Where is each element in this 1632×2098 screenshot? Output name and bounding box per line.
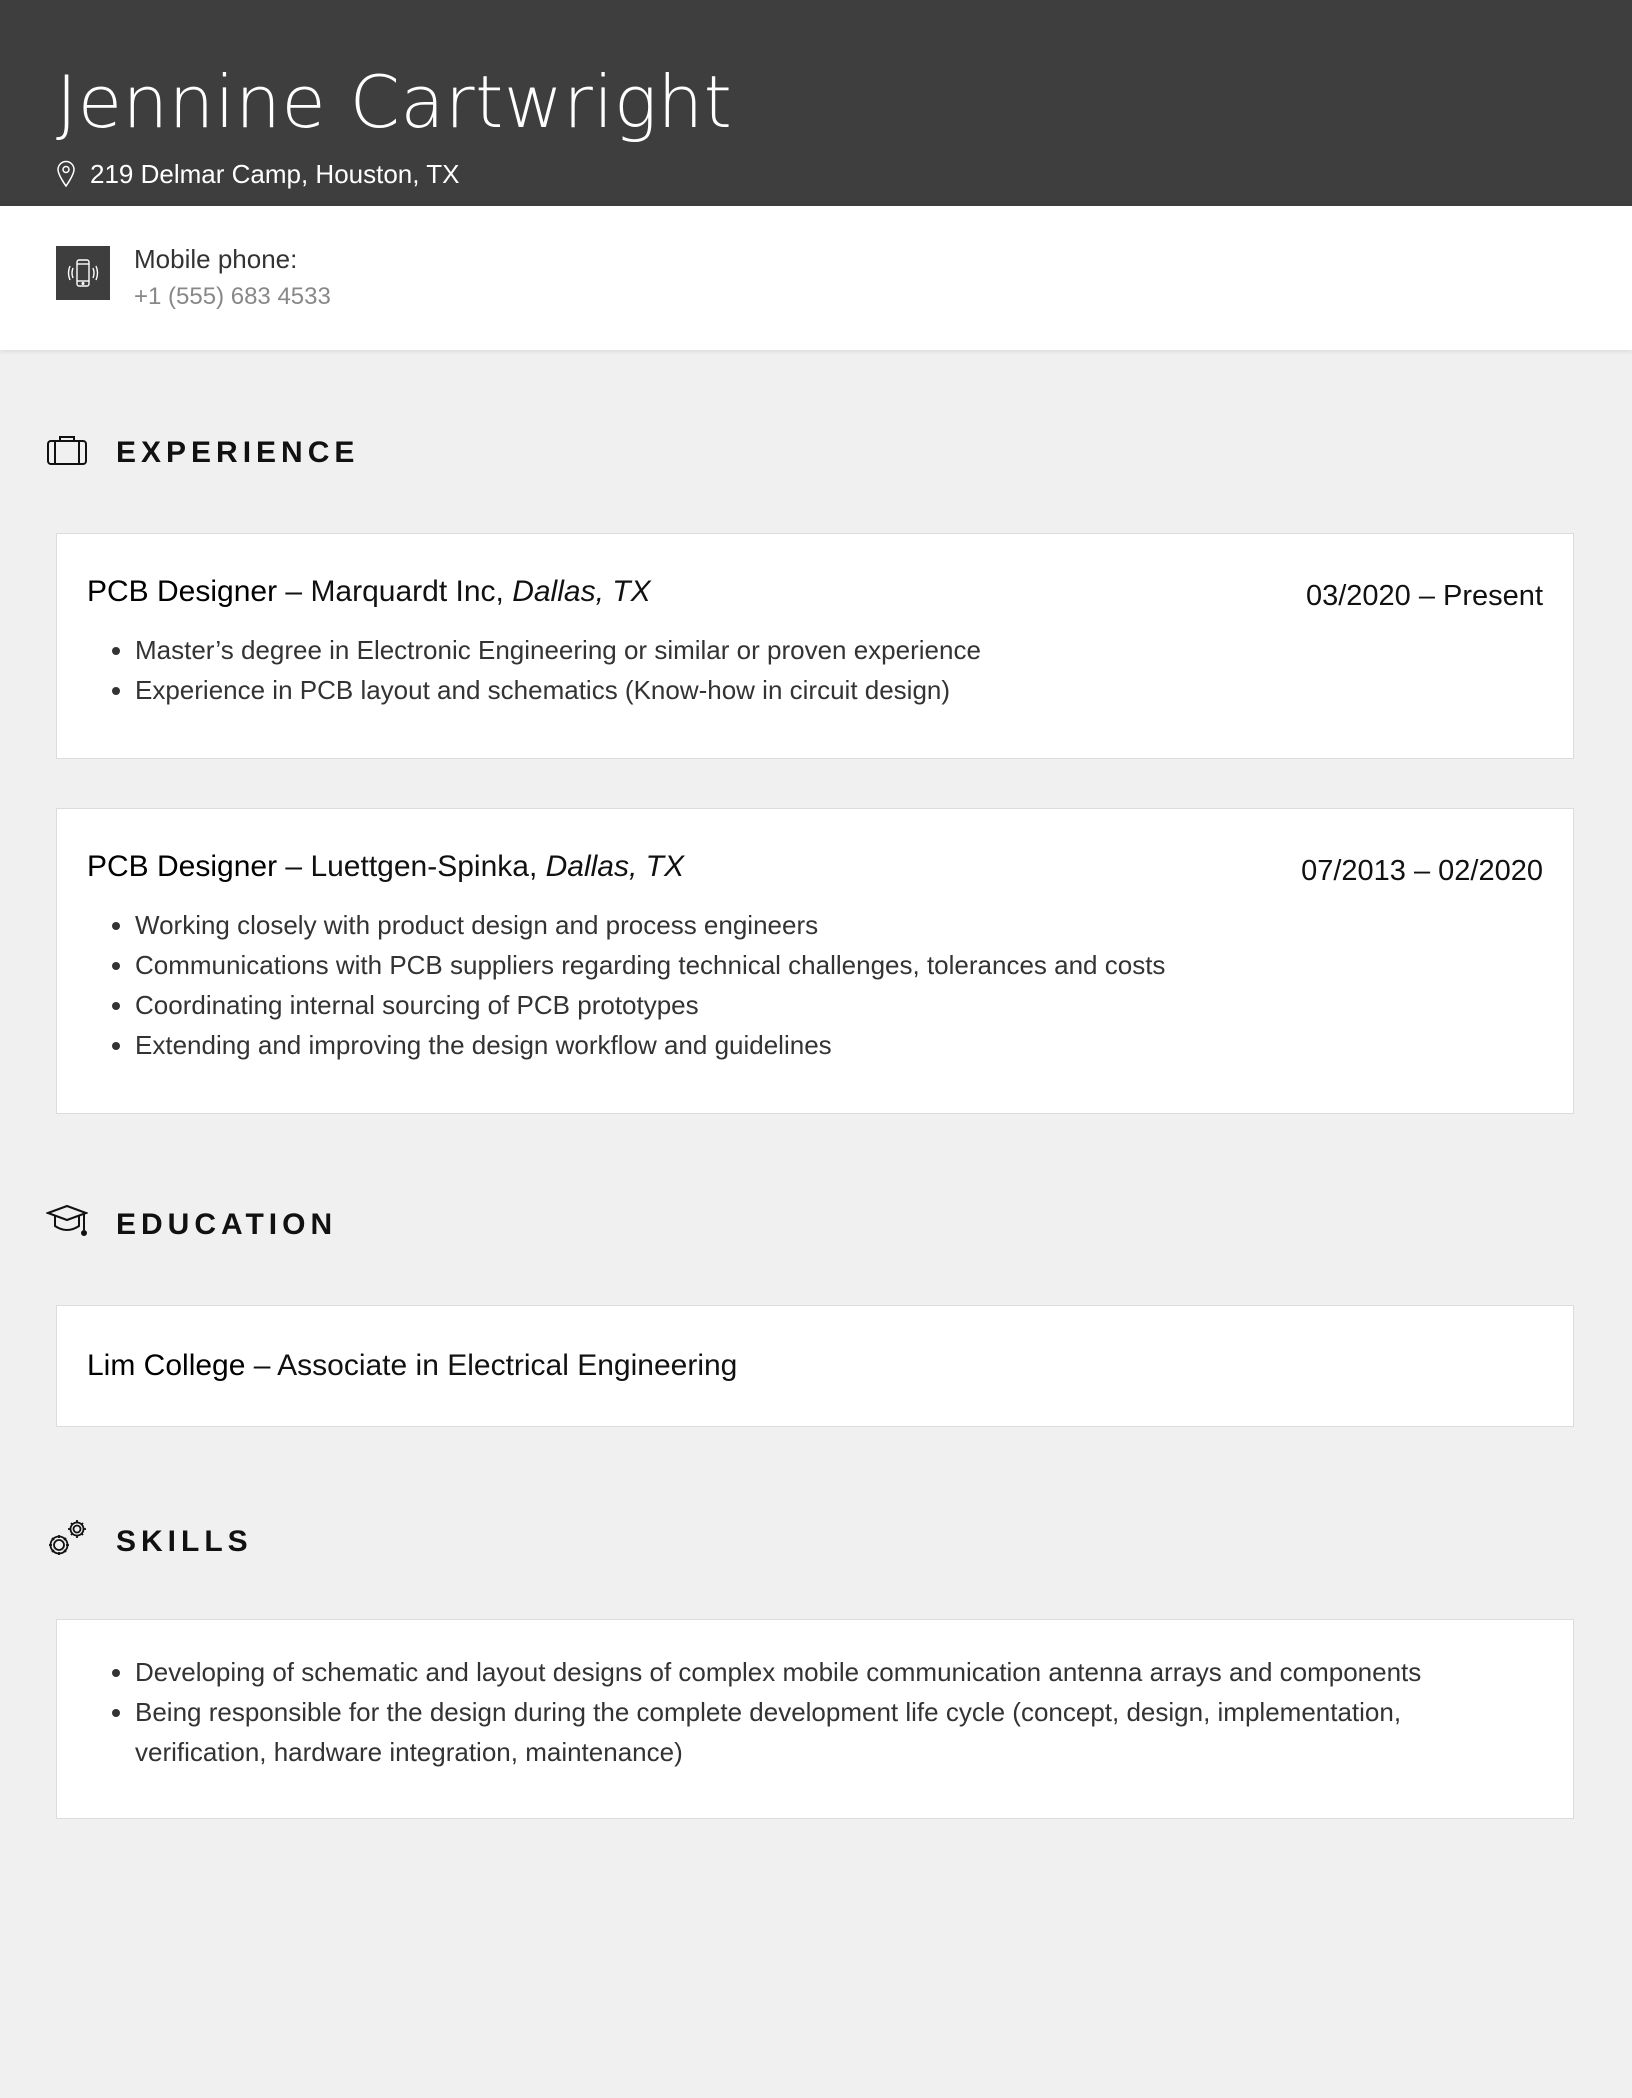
job-dates: 03/2020 – Present — [1305, 580, 1543, 612]
candidate-name: Jennine Cartwright — [56, 60, 733, 144]
list-item: • Extending and improving the design workflow and guidelines — [135, 1025, 1165, 1065]
experience-card — [56, 533, 1574, 759]
job-location: Dallas, TX — [512, 575, 651, 608]
skills-list — [87, 1652, 1533, 1772]
map-pin-icon — [56, 160, 76, 188]
experience-heading — [46, 434, 359, 471]
list-item: • Experience in PCB layout and schematics (Know-how in circuit design) — [135, 670, 981, 710]
job-comma: , — [528, 850, 546, 883]
phone-value: +1 (555) 683 4533 — [134, 283, 331, 310]
experience-card — [56, 808, 1574, 1114]
contact-bar — [0, 206, 1632, 350]
list-item: • Communications with PCB suppliers regarding technical challenges, tolerances and costs — [135, 945, 1165, 985]
job-bullets — [87, 905, 1165, 1065]
job-role: PCB Designer — [87, 575, 278, 608]
gears-icon — [46, 1518, 88, 1565]
list-item: • Developing of schematic and layout designs of complex mobile communication antenna arrays and components — [135, 1652, 1533, 1692]
resume-header — [0, 0, 1632, 206]
job-location: Dallas, TX — [545, 850, 684, 883]
job-heading — [87, 847, 684, 887]
job-heading — [87, 572, 651, 612]
job-comma: , — [495, 575, 513, 608]
list-item: • Being responsible for the design during the complete development life cycle (concept, design, implementation, verification, hardware integration, maintenance) — [135, 1692, 1533, 1772]
experience-title: EXPERIENCE — [116, 435, 360, 469]
degree-name: Associate in Electrical Engineering — [277, 1349, 738, 1382]
address-line — [56, 156, 459, 192]
skills-heading — [46, 1518, 253, 1565]
briefcase-icon — [46, 434, 88, 471]
school-name: Lim College — [87, 1349, 246, 1382]
education-title: EDUCATION — [116, 1207, 338, 1241]
job-company: Marquardt Inc — [310, 575, 496, 608]
list-item: • Working closely with product design and process engineers — [135, 905, 1165, 945]
job-company: Luettgen-Spinka — [310, 850, 529, 883]
job-separator: – — [277, 575, 311, 608]
education-heading — [46, 1204, 337, 1245]
mobile-phone-icon — [56, 246, 110, 300]
job-separator: – — [277, 850, 311, 883]
education-separator: – — [245, 1349, 278, 1382]
skills-title: SKILLS — [116, 1524, 253, 1558]
address-text: 219 Delmar Camp, Houston, TX — [90, 159, 460, 189]
education-card — [56, 1305, 1574, 1427]
job-dates: 07/2013 – 02/2020 — [1301, 855, 1543, 887]
skills-card — [56, 1619, 1574, 1819]
list-item: • Master’s degree in Electronic Engineering or similar or proven experience — [135, 630, 981, 670]
job-bullets — [87, 630, 981, 710]
list-item: • Coordinating internal sourcing of PCB prototypes — [135, 985, 1165, 1025]
graduation-cap-icon — [46, 1204, 88, 1245]
job-role: PCB Designer — [87, 850, 278, 883]
education-entry — [87, 1346, 737, 1386]
phone-label: Mobile phone: — [134, 244, 298, 274]
